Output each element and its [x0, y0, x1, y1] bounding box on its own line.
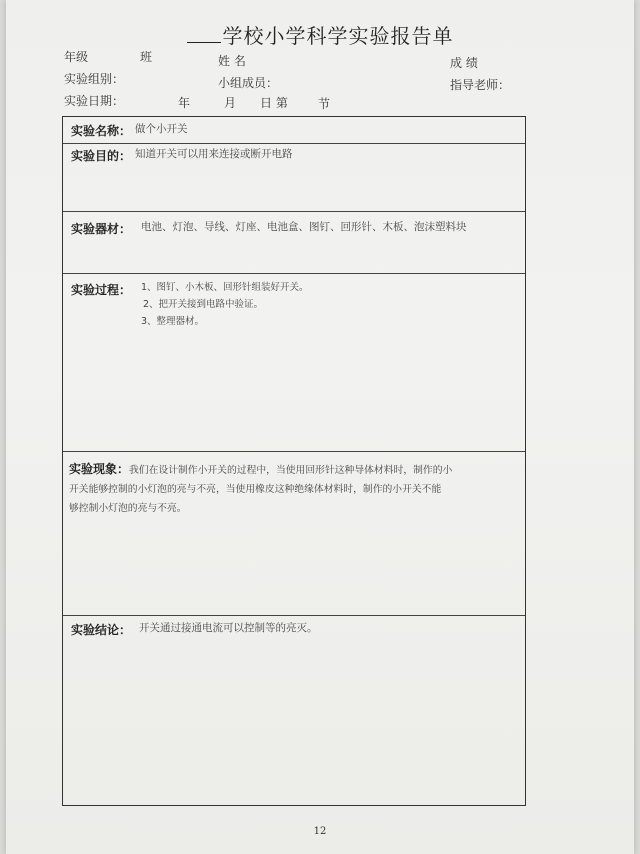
process-steps [141, 279, 309, 330]
purpose-value: 知道开关可以用来连接或断开电路 [135, 148, 293, 160]
phenomenon-line: 够控制小灯泡的亮与不亮。 [69, 503, 187, 514]
report-title [0, 20, 640, 49]
row-process [63, 273, 525, 452]
phenomenon-line: 我们在设计制作小开关的过程中，当使用回形针这种导体材料时，制作的小 [129, 465, 453, 476]
row-phenomenon [63, 451, 525, 616]
score-label: 成 绩 [450, 56, 478, 70]
process-step: 2、把开关接到电路中验证。 [143, 299, 264, 310]
class-label: 班 [140, 50, 153, 64]
grade-label: 年级 [64, 50, 89, 64]
row-materials [63, 211, 525, 274]
month-label: 月 [224, 96, 237, 110]
materials-label: 实验器材： [71, 222, 132, 236]
process-step: 1、图钉、小木板、回形针组装好开关。 [141, 282, 309, 293]
conclusion-label: 实验结论： [71, 623, 132, 637]
name-label: 姓 名 [218, 54, 246, 68]
process-step: 3、整理器材。 [141, 316, 205, 327]
report-title-text: 学校小学科学实验报告单 [222, 24, 454, 48]
phenomenon-block [69, 460, 521, 518]
row-experiment-name [63, 117, 525, 143]
teacher-label: 指导老师： [450, 78, 511, 92]
conclusion-value: 开关通过接通电流可以控制等的亮灭。 [139, 622, 318, 634]
year-label: 年 [178, 96, 191, 110]
row-conclusion [63, 615, 525, 806]
page-number: 12 [313, 826, 327, 837]
purpose-label: 实验目的： [71, 149, 132, 163]
group-label: 实验组别： [64, 72, 125, 86]
members-label: 小组成员： [218, 76, 279, 90]
lesson-label: 节 [318, 97, 331, 111]
phenomenon-line: 开关能够控制的小灯泡的亮与不亮，当使用橡皮这种绝缘体材料时，制作的小开关不能 [69, 484, 442, 495]
experiment-name-value: 做个小开关 [135, 123, 188, 135]
process-label: 实验过程： [71, 283, 132, 297]
row-purpose [63, 143, 525, 212]
experiment-name-label: 实验名称： [71, 124, 132, 138]
day-period-label: 日 第 [260, 96, 288, 110]
report-table [62, 116, 526, 806]
date-label: 实验日期： [64, 94, 125, 108]
phenomenon-label: 实验现象： [69, 462, 130, 476]
materials-value: 电池、灯泡、导线、灯座、电池盒、图钉、回形针、木板、泡沫塑料块 [141, 221, 467, 233]
school-name-blank [187, 28, 221, 43]
